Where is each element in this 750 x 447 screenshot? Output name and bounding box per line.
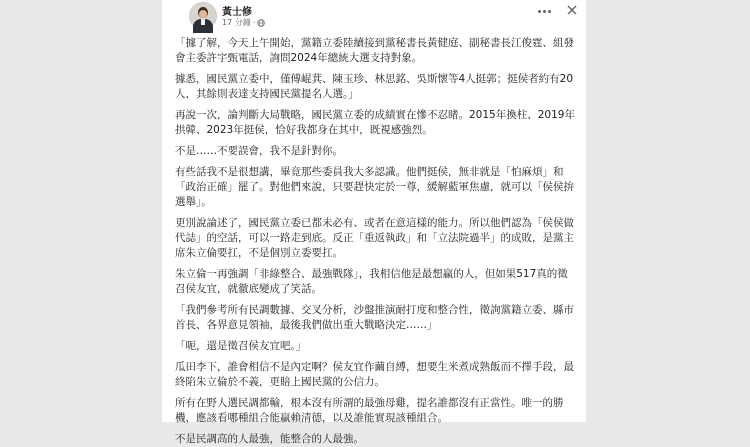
post-body: [175, 36, 575, 447]
post-paragraph: 更別說論述了，國民黨立委已都未必有、或者在意這樣的能力。所以他們認為「侯侯做代誌」的空話，可以一路走到底。反正「重返執政」和「立法院過半」的成敗，是黨主席朱立倫要扛，不是個別立委要扛。: [175, 217, 574, 259]
post-paragraph: 瓜田李下，誰會相信不是內定啊？侯友宜作繭自縛，想要生米煮成熟飯而不擇手段，最終陷朱立倫於不義，更賠上國民黨的公信力。: [175, 361, 574, 388]
post-paragraph: 「呃，還是徵召侯友宜吧。」: [175, 340, 307, 352]
post-paragraph: 所有在野人選民調都輸，根本沒有所謂的最強母雞，提名誰都沒有正當性。唯一的勝機，應該看哪種組合能贏賴清德，以及誰能實現該種組合。: [175, 397, 564, 424]
more-dot: [543, 10, 546, 13]
avatar-collar: [201, 19, 205, 25]
post-paragraph: 據悉，國民黨立委中，僅傅崐萁、陳玉珍、林思銘、吳斯懷等4人挺郭；挺侯者約有20人，其餘則表達支持國民黨提名人選。」: [175, 73, 574, 100]
more-dot: [548, 10, 551, 13]
globe-icon: [257, 19, 265, 27]
author-name[interactable]: 黃士修: [222, 7, 252, 18]
avatar[interactable]: [189, 2, 217, 30]
avatar-face: [199, 10, 207, 18]
more-dot: [538, 10, 541, 13]
more-options-button[interactable]: [535, 6, 553, 16]
post-meta: [222, 17, 265, 28]
post-header: [162, 0, 586, 34]
post-card: [162, 0, 586, 445]
post-paragraph: 朱立倫一再強調「非綠整合、最強戰隊」，我相信他是最想贏的人，但如果517真的徵召侯友宜，就徹底變成了笑話。: [175, 268, 568, 295]
post-paragraph: 不是民調高的人最強，能整合的人最強。: [175, 433, 364, 445]
meta-separator: ·: [252, 18, 256, 27]
close-icon[interactable]: [566, 4, 578, 16]
post-paragraph: 「據了解，今天上午開始，黨籍立委陸續接到黨秘書長黃健庭、副秘書長江俊霆、組發會主委許宇甄電話，詢問2024年總統大選支持對象。: [175, 37, 574, 64]
post-timestamp[interactable]: 17 分鐘: [222, 18, 251, 27]
post-paragraph: 不是……不要誤會，我不是針對你。: [175, 145, 343, 157]
post-paragraph: 再說一次，論判斷大局戰略，國民黨立委的成績實在慘不忍睹。2015年換柱、2019年拱韓、2023年挺侯，恰好我都身在其中，既視感強烈。: [175, 109, 575, 136]
post-paragraph: 「我們參考所有民調數據、交叉分析，沙盤推演耐打度和整合性，徵詢黨籍立委、縣市首長、各界意見領袖，最後我們做出重大戰略決定……」: [175, 304, 574, 331]
post-paragraph: 有些話我不是很想講，畢竟那些委員我大多認識。他們挺侯，無非就是「怕麻煩」和「政治正確」罷了。對他們來說，只要趕快定於一尊，緩解藍軍焦慮，就可以「侯侯拚選舉」。: [175, 166, 574, 208]
